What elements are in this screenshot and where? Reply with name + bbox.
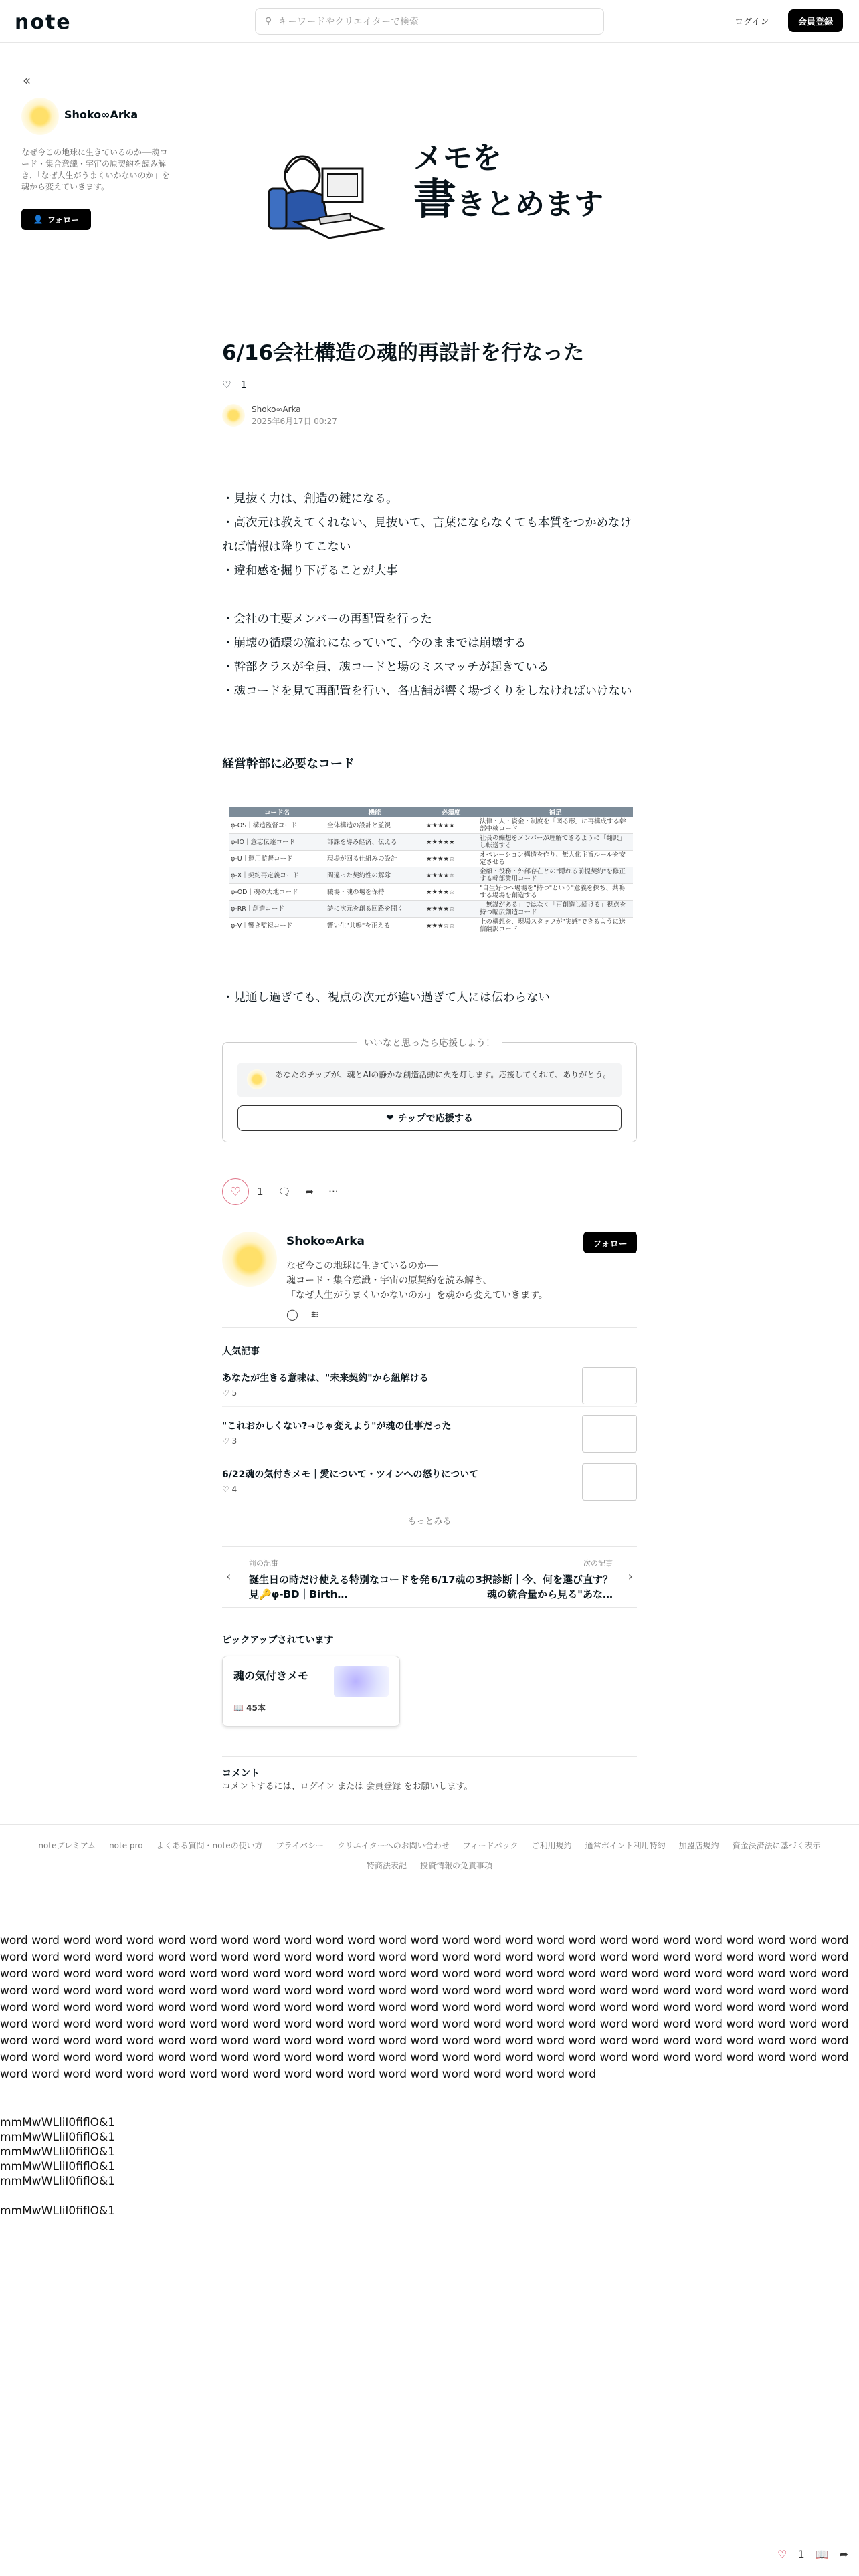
comment-prompt: コメントするには、ログイン または 会員登録 をお願いします。 [222,1782,473,1792]
popular-likes: ♡ 4 [222,1485,237,1494]
comment-icon[interactable]: 🗨 [278,1186,291,1198]
footer-link[interactable]: noteプレミアム [38,1841,96,1850]
search-icon: ⚲ [265,16,272,27]
tip-box [222,1038,637,1142]
publish-date: 2025年6月17日 00:27 [252,416,337,426]
tip-avatar [247,1069,267,1089]
search-box[interactable] [255,8,604,35]
soul-code-table [229,807,633,934]
comment-login-link[interactable]: ログイン [300,1782,335,1792]
prev-article[interactable]: ‹ 前の記事 誕生日の時だけ使える特別なコードを発見🔑φ-BD｜Birth… [226,1559,430,1600]
hero-line2: 書きとめます [413,175,603,225]
person-at-desk-illustration [256,115,403,249]
popular-likes: ♡ 3 [222,1436,237,1446]
hero-line1: メモを [413,141,502,175]
creator-sidebar [21,98,170,230]
article-actions [222,1178,637,1205]
article-author[interactable] [222,404,637,427]
hero-image [256,115,617,249]
table-row [229,918,633,934]
tip-label: いいなと思ったら応援しよう！ [223,1036,636,1049]
author-card-avatar[interactable] [222,1232,277,1287]
table-cell: ★★★★☆ [424,867,478,884]
table-cell: 詩に次元を創る回路を開く [325,901,424,918]
text-line: ・幹部クラスが全員、魂コードと場のミスマッチが起きている [222,661,549,674]
text-line: ・会社の主要メンバーの再配置を行った [222,613,432,626]
instagram-icon[interactable]: ◯ [286,1308,298,1321]
probe-text: mmMwWLliI0fiflO&1 [0,2175,116,2188]
chevron-left-icon: ‹ [226,1570,231,1584]
article-paragraph-1 [222,487,637,583]
table-cell: φ-X｜契約再定義コード [229,867,325,884]
table-cell: ★★★★☆ [424,884,478,901]
table-cell: 法律・人・資金・制度を「図る形」に再構成する幹部中核コード [478,817,633,834]
table-header: 補足 [478,807,633,817]
table-cell: φ-RR｜創造コード [229,901,325,918]
footer-link[interactable]: 加盟店規約 [678,1841,719,1850]
tip-button-label: チップで応援する [397,1113,473,1124]
footer-link[interactable]: 特商法表記 [366,1861,407,1870]
table-cell: ★★★★☆ [424,901,478,918]
creator-bio: なぜ今この地球に生きているのか──魂コード・集合意識・宇宙の原契約を読み解き、「なぜ人生がうまくいかないのか」を魂から変えていきます。 [21,148,170,191]
table-cell: ★★★★☆ [424,851,478,867]
table-cell: φ-OD｜魂の大地コード [229,884,325,901]
popular-heading: 人気記事 [222,1346,260,1357]
table-cell: 響い生"共鳴"を正える [325,918,424,934]
site-footer [0,1824,859,1876]
like-count: 1 [797,2548,805,2561]
table-cell: ★★★★★ [424,817,478,834]
table-header: 必須度 [424,807,478,817]
creator-avatar[interactable] [21,98,59,135]
site-header [0,0,859,43]
table-cell: φ-V｜響き監視コード [229,918,325,934]
table-cell: "自生好つへ場場を"持つ"という"意義を探ち、共鳴する場場を創造する [478,884,633,901]
footer-link[interactable]: よくある質問・noteの使い方 [156,1841,263,1850]
table-cell: ★★★★★ [424,834,478,851]
table-row [229,884,633,901]
footer-link[interactable]: プライバシー [276,1841,324,1850]
magazine-title[interactable]: 魂の気付きメモ [233,1669,309,1682]
popular-thumbnail[interactable] [582,1367,637,1404]
author-card-name[interactable]: Shoko∞Arka [286,1235,365,1248]
login-link[interactable]: ログイン [735,17,769,27]
chevron-right-icon: › [628,1570,633,1584]
magazine-count: 📖 45本 [233,1703,266,1713]
probe-text: mmMwWLliI0fiflO&1 [0,2160,116,2173]
magazine-thumbnail [334,1666,389,1697]
floating-action-bar [777,2548,848,2561]
table-header-row [229,807,633,817]
heart-coin-icon: ❤ [386,1113,394,1123]
share-icon[interactable]: ➦ [305,1186,314,1198]
popular-item[interactable] [222,1364,637,1407]
probe-text: mmMwWLliI0fiflO&1 [0,2116,116,2129]
article-title: 6/16会社構造の魂的再設計を行なった [222,341,585,365]
probe-text: mmMwWLliI0fiflO&1 [0,2131,116,2144]
author-card-follow-button[interactable]: フォロー [583,1232,637,1253]
author-name[interactable]: Shoko∞Arka [252,404,301,414]
table-cell: 職場・魂の場を保持 [325,884,424,901]
next-article[interactable]: › 次の記事 6/17魂の3択診断｜今、何を選び直す？魂の統合量から見る"あな… [430,1559,633,1600]
collapse-sidebar-icon[interactable]: « [23,72,31,88]
share-icon[interactable]: ➦ [839,2548,848,2561]
text-line: ・見抜く力は、創造の鍵になる。 [222,492,398,506]
table-cell: 金額・役務・外部存在との"隠れる前提契約"を修正する幹部業用コード [478,867,633,884]
table-cell: 現場が回る仕組みの設計 [325,851,424,867]
tip-message [237,1063,622,1097]
table-row [229,817,633,834]
probe-text: mmMwWLliI0fiflO&1 [0,2145,116,2159]
table-row [229,851,633,867]
sidebar-follow-button[interactable] [21,209,91,230]
table-cell: φ-OS｜構造監督コード [229,817,325,834]
popular-title[interactable]: あなたが生きる意味は、"未来契約"から紐解ける [222,1373,429,1384]
table-cell: 間違った契約性の解除 [325,867,424,884]
author-card [222,1228,637,1328]
article-paragraph-2 [222,607,637,704]
filler-text: word word word word word word word word word word word word word word word word word word word word word word word word word word word word word word word word word word word word word word word word word word word word word word word word word word word word word word word word word word word word word word word word word word word word word word word word word word word word word word word word word word word word word word word word word word word word word word word word word word word word word word word word word word word word word word word word word word word word word word word word word word word word word word word word word word word word word word word word word word word word word word word word word word word word word word word word word word word word word word word word word word word word word word word word word word word word word word word word word word word word word word word word word word word word word word word word word word word word word word word word word word word word word word word word word word word word word word word word word word word word word word word word word word word word word word word word word word word [0,1934,849,2081]
search-placeholder: キーワードやクリエイターで検索 [278,17,419,27]
social-links [286,1308,319,1321]
probe-text: mmMwWLliI0fiflO&1 [0,2204,116,2218]
table-cell: オペレーション構造を作り、無人化主旨ルールを安定させる [478,851,633,867]
rss-icon[interactable]: ≋ [310,1308,320,1321]
table-cell: 全体構造の設計と監視 [325,817,424,834]
note-logo[interactable]: note [15,11,72,34]
footer-link[interactable]: クリエイターへのお問い合わせ [337,1841,450,1850]
author-card-bio: なぜ今この地球に生きているのか── 魂コード・集合意識・宇宙の原契約を読み解き、 「なぜ人生がうまくいかないのか」を魂から変えていきます。 [286,1261,548,1301]
table-header: 機能 [325,807,424,817]
footer-link[interactable]: 通常ポイント利用特約 [585,1841,666,1850]
footer-link[interactable]: ご利用規約 [531,1841,572,1850]
tip-button[interactable] [237,1105,622,1131]
heart-icon[interactable]: ♡ [222,379,231,391]
pickup-heading: ピックアップされています [222,1635,334,1646]
table-cell: φ-IO｜意志伝達コード [229,834,325,851]
popular-title[interactable]: "これおかしくない?→じゃ変えよう"が魂の仕事だった [222,1421,452,1432]
table-cell: 社長の編想をメンバーが理解できるように「翻訳」し転送する [478,834,633,851]
popular-item[interactable] [222,1412,637,1455]
table-cell: 上の構想を、現場スタッフが"実感"できるように送信翻訳コード [478,918,633,934]
like-count: 1 [257,1186,264,1198]
footer-link[interactable]: note pro [109,1841,143,1850]
pickup-magazine-card[interactable] [222,1656,400,1727]
table-cell: 部課を導み経済、伝える [325,834,424,851]
comment-heading: コメント [222,1756,637,1780]
magazine-add-icon[interactable]: 📖 [815,2548,829,2561]
table-cell: 「無謀がある」ではなく「再創造し続ける」視点を持つ幅広創造コード [478,901,633,918]
table-row [229,834,633,851]
table-row [229,901,633,918]
table-cell: ★★★☆☆ [424,918,478,934]
popular-title[interactable]: 6/22魂の気付きメモ｜愛について・ツインへの怒りについて [222,1469,479,1480]
heart-icon[interactable]: ♡ [777,2548,787,2561]
popular-item[interactable] [222,1461,637,1503]
signup-button[interactable]: 会員登録 [788,9,843,32]
text-line: ・崩壊の循環の流れになっていて、今のままでは崩壊する [222,637,527,650]
popular-thumbnail[interactable] [582,1463,637,1501]
see-more-link[interactable]: もっとみる [407,1517,452,1527]
popular-likes: ♡ 5 [222,1388,237,1398]
tip-message-text: あなたのチップが、魂とAIの静かな創造活動に火を灯します。応援してくれて、ありがとう。 [275,1070,611,1079]
more-icon[interactable]: ··· [328,1186,339,1198]
creator-name[interactable]: Shoko∞Arka [64,108,138,121]
add-user-icon: 👤 [33,215,43,224]
closing-line: ・見通し過ぎても、視点の次元が違い過ぎて人には伝わらない [222,991,550,1004]
footer-link[interactable]: 投資情報の免責事項 [420,1861,493,1870]
popular-thumbnail[interactable] [582,1415,637,1453]
hero-caption [413,138,603,225]
like-button[interactable]: ♡ [222,1178,249,1205]
section-heading: 経営幹部に必要なコード [222,757,355,771]
table-header: コード名 [229,807,325,817]
article-like-row [222,379,637,391]
table-cell: φ-U｜運用監督コード [229,851,325,867]
follow-label: フォロー [47,215,80,225]
like-count: 1 [240,379,247,391]
table-row [229,867,633,884]
text-line: ・魂コードを見て再配置を行い、各店舗が響く場づくりをしなければいけない [222,685,632,698]
text-line: ・違和感を掘り下げることが大事 [222,564,398,578]
article-navigation [222,1546,637,1608]
footer-link[interactable]: フィードバック [462,1841,518,1850]
text-line: ・高次元は教えてくれない、見抜いて、言葉にならなくても本質をつかめなければ情報は降りてこない [222,516,632,554]
comment-signup-link[interactable]: 会員登録 [366,1782,401,1792]
author-avatar[interactable] [222,404,245,427]
footer-link[interactable]: 資金決済法に基づく表示 [732,1841,821,1850]
